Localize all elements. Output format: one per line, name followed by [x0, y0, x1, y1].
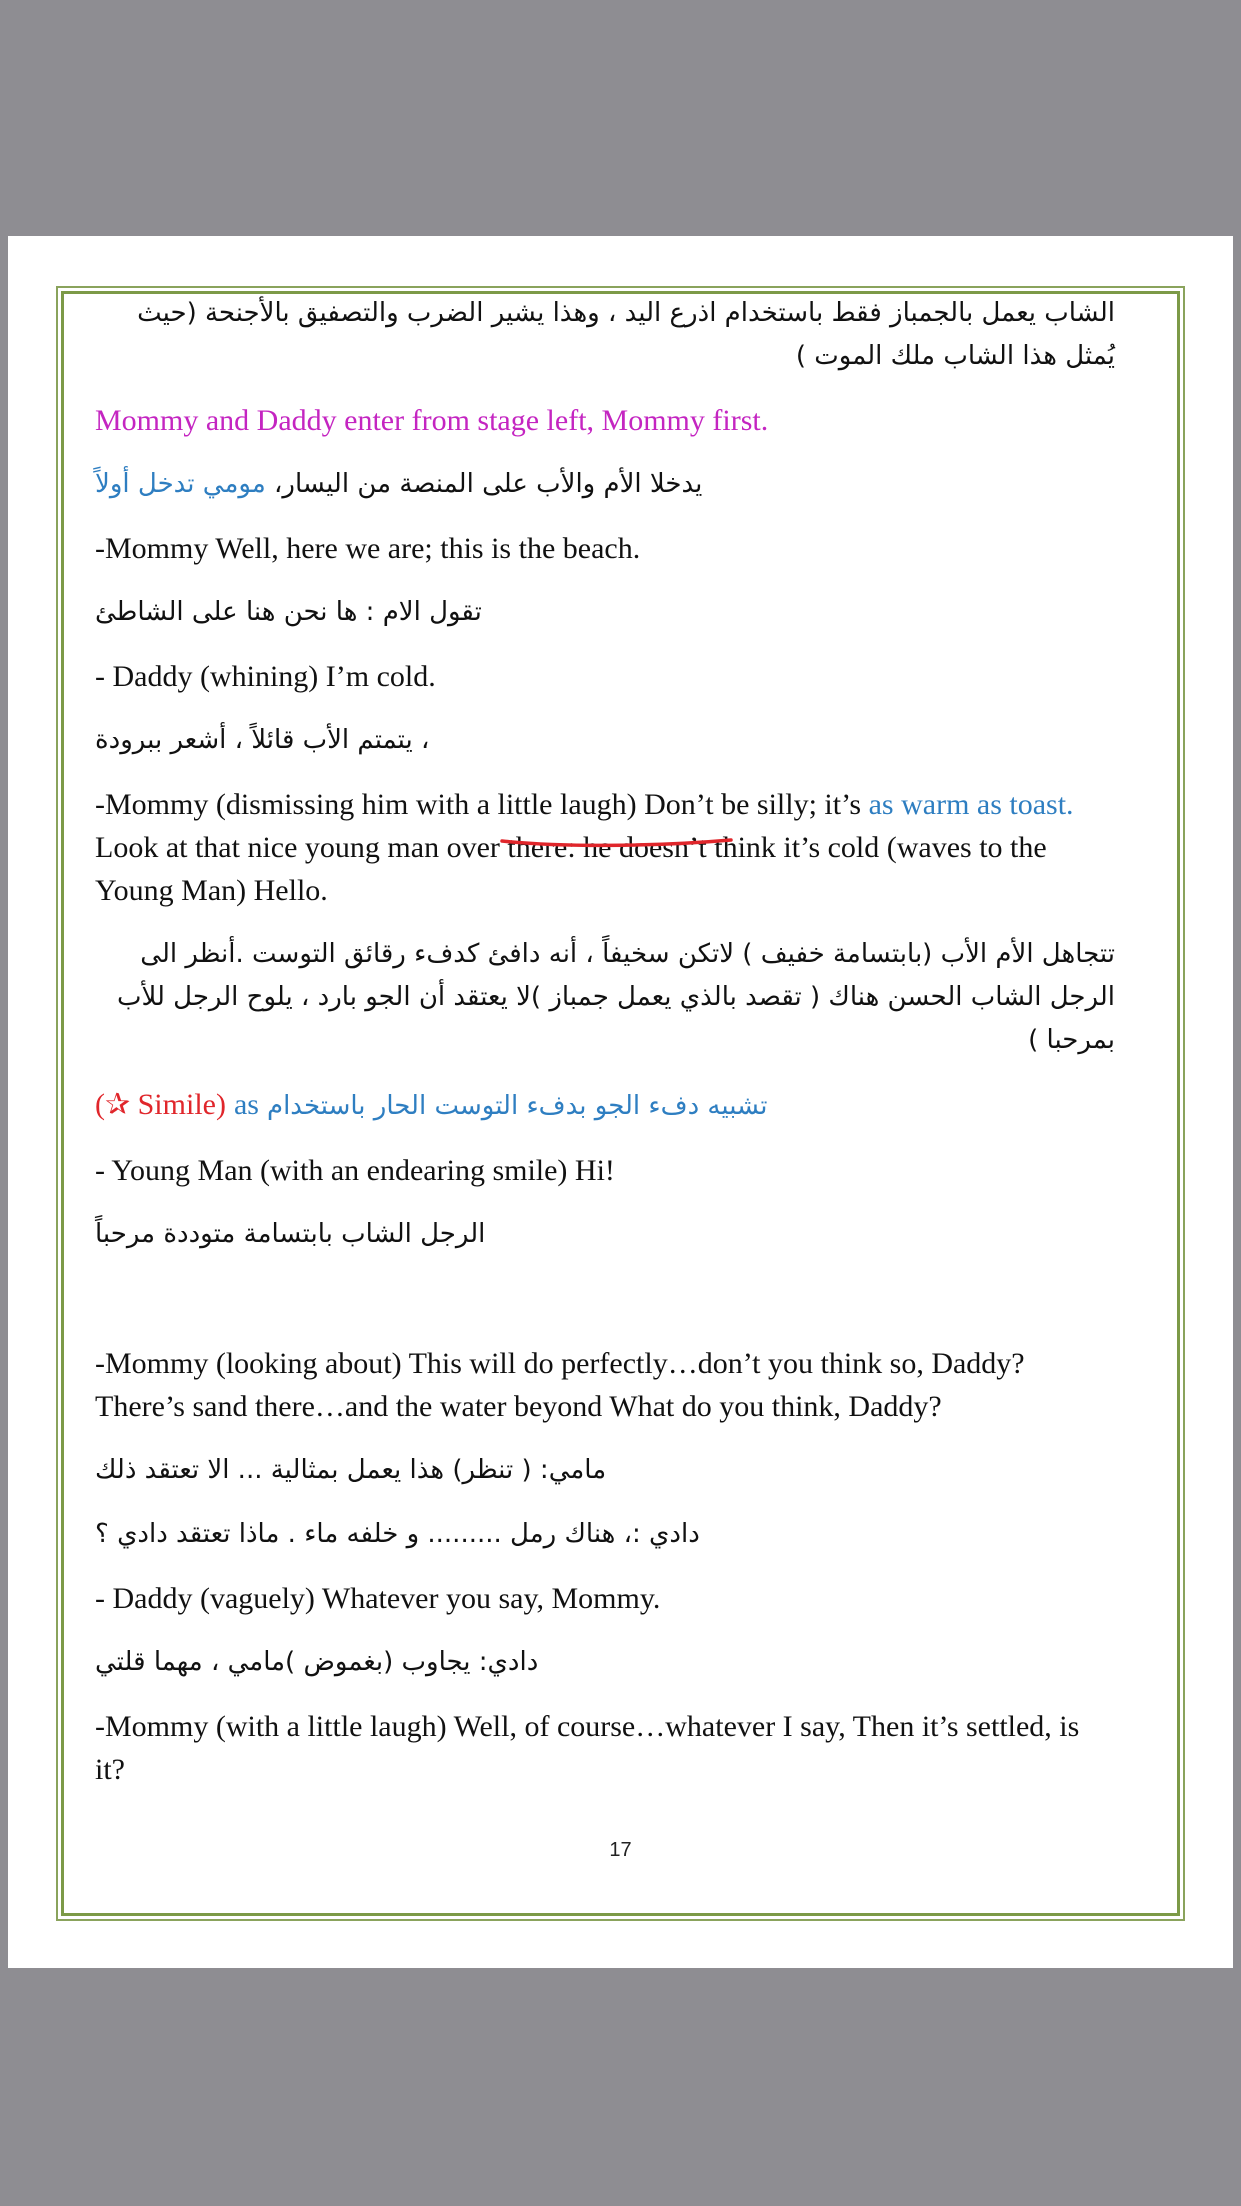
translation-daddy-cold: ، يتمتم الأب قائلاً ، أشعر ببرودة — [95, 725, 430, 755]
page-content — [95, 292, 1115, 1812]
simile-explanation: تشبيه دفء الجو بدفء التوست الحار باستخدام — [266, 1091, 768, 1121]
paragraph-arabic-stage-direction — [95, 463, 1115, 506]
stage-direction: Mommy and Daddy enter from stage left, Mommy first. — [95, 404, 769, 437]
translation-young-man-hi: الرجل الشاب بابتسامة متوددة مرحباً — [95, 1219, 486, 1249]
translation-mommy-looking-1: مامي: ( تنظر) هذا يعمل بمثالية ... الا تعتقد ذلك — [95, 1455, 607, 1485]
line-mommy-beach: -Mommy Well, here we are; this is the beach. — [95, 532, 641, 565]
translation-mommy-looking-2: دادي :، هناك رمل ......... و خلفه ماء . ماذا تعتقد دادي ؟ — [95, 1519, 700, 1549]
text-run: Look at that nice young man over there: he doesn’t think it’s cold (waves to the Young Man) Hello. — [95, 831, 1047, 907]
translation-daddy-whatever: دادي: يجاوب (بغموض )مامي ، مهما قلتي — [95, 1647, 539, 1677]
arabic-highlight: مومي تدخل أولاً — [95, 469, 266, 499]
line-mommy-looking: -Mommy (looking about) This will do perfectly…don’t you think so, Daddy? There’s sand there…and the water beyond What do you think, Daddy? — [95, 1347, 1025, 1423]
line-daddy-cold: - Daddy (whining) I’m cold. — [95, 660, 436, 693]
translation-mommy-toast: تتجاهل الأم الأب (بابتسامة خفيف ) لاتكن سخيفاً ، أنه دافئ كدفء رقائق التوست .أنظر الى الرجل الشاب الحسن هناك ( تقصد بالذي يعمل جمباز )لا يعتقد أن الجو بارد ، يلوح الرجل للأب بمرحبا ) — [116, 939, 1115, 1055]
simile-highlight: as warm as toast. — [868, 788, 1074, 821]
line-daddy-whatever: - Daddy (vaguely) Whatever you say, Mommy. — [95, 1582, 661, 1615]
document-page — [8, 236, 1233, 1968]
line-young-man-hi: - Young Man (with an endearing smile) Hi! — [95, 1154, 615, 1187]
red-pen-underline — [500, 837, 733, 849]
simile-label: (✰ Simile) — [95, 1088, 226, 1121]
line-mommy-settled: -Mommy (with a little laugh) Well, of course…whatever I say, Then it’s settled, is it? — [95, 1710, 1080, 1786]
text-run: -Mommy (dismissing him with a little laugh) Don’t be silly; it’s — [95, 788, 869, 821]
spacer — [95, 1277, 1115, 1342]
arabic-text: يدخلا الأم والأب على المنصة من اليسار، — [265, 469, 703, 499]
translation-mommy-beach: تقول الام : ها نحن هنا على الشاطئ — [95, 597, 482, 627]
page-number: 17 — [609, 1839, 632, 1861]
simile-as: as — [233, 1088, 259, 1121]
simile-note — [95, 1083, 1115, 1128]
paragraph-arabic-intro: الشاب يعمل بالجمباز فقط باستخدام اذرع اليد ، وهذا يشير الضرب والتصفيق بالأجنحة (حيث يُمثل هذا الشاب ملك الموت ) — [137, 298, 1115, 371]
